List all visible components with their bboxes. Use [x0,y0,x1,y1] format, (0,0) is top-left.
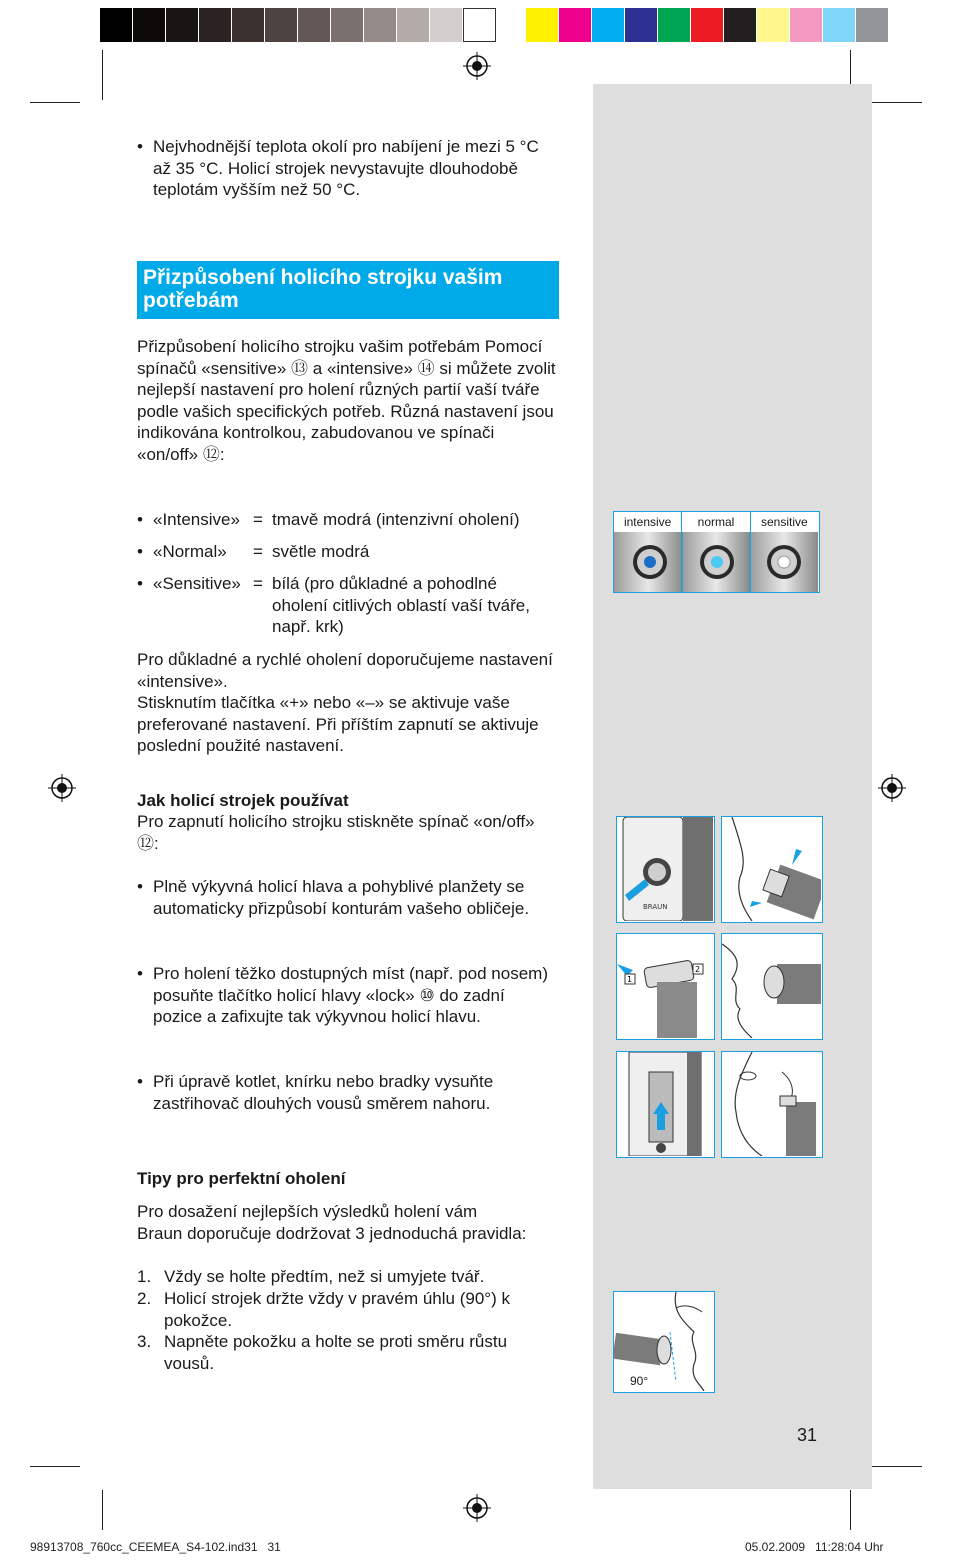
registration-mark-icon [463,52,491,80]
setting-equals: = [253,510,263,529]
recommend-paragraph: Pro důkladné a rychlé oholení doporučujeme nastavení «intensive». [137,650,553,691]
label-sensitive: sensitive [760,515,808,529]
color-swatch [724,8,757,42]
color-swatch [625,8,658,42]
setting-term: «Normal» [153,542,227,561]
tips-number: 2. [137,1289,152,1308]
illustration-sideburns [721,1051,823,1158]
color-swatch [823,8,856,42]
intro-bullet-text: Nejvhodnější teplota okolí pro nabíjení je mezi 5 °C až 35 °C. Holicí strojek nevystavujte dlouhodobě teplotám vyšším než 50 °C. [153,137,539,199]
howto-bullet-text: Plně výkyvná holicí hlava a pohyblivé planžety se automaticky přizpůsobí konturám vašeho obličeje. [153,877,530,918]
howto-bullet-text: Pro holení těžko dostupných míst (např. pod nosem) posuňte tlačítko holicí hlavy «lock» ⑩ do zadní pozice a zafixujte tak výkyvnou holicí hlavu. [153,964,548,1026]
setting-desc: světle modrá [272,542,370,561]
color-swatch [526,8,559,42]
illustration-shave-chin [721,816,823,923]
color-calibration-bar [100,8,889,42]
color-swatch [298,8,331,42]
bullet-icon: • [137,1072,143,1091]
adjust-paragraph: Přizpůsobení holicího strojku vašim potřebám Pomocí spínačů «sensitive» ⑬ a «intensive» ⑭ si můžete zvolit nejlepší nastavení pro holení různých partií vaší tváře podle vašich specifických potřeb. Různá nastavení jsou indikována kontrolkou, zabudovanou ve spínači «on/off» ⑫: [137,337,556,464]
color-swatch [658,8,691,42]
color-swatch [364,8,397,42]
setting-indicator-illustration [613,511,820,593]
registration-mark-icon [878,774,906,802]
label-normal: normal [682,512,750,532]
crop-mark [30,102,80,103]
tips-text: Vždy se holte předtím, než si umyjete tvář. [164,1267,485,1286]
color-swatch [463,8,496,42]
crop-mark [30,1466,80,1467]
section-heading: Přizpůsobení holicího strojku vašim potřebám [137,261,559,319]
footer-file-info: 98913708_760cc_CEEMEA_S4-102.ind31 31 [30,1540,281,1554]
shaver-lock-icon [617,934,713,1038]
setting-term: «Sensitive» [153,574,241,593]
tips-heading: Tipy pro perfektní oholení [137,1169,346,1188]
color-swatch [166,8,199,42]
bullet-icon: • [137,542,143,561]
color-swatch [331,8,364,42]
color-swatch [691,8,724,42]
shaver-buttons-icon [614,532,818,592]
color-swatch [592,8,625,42]
illustration-shave-under-nose [721,933,823,1040]
bullet-icon: • [137,964,143,983]
tips-number: 1. [137,1267,152,1286]
setting-term: «Intensive» [153,510,240,529]
color-swatch [397,8,430,42]
crop-mark [872,102,922,103]
bullet-icon: • [137,510,143,529]
crop-mark [102,1490,103,1530]
trimmer-icon [617,1052,713,1156]
bullet-icon: • [137,574,143,593]
registration-mark-icon [463,1494,491,1522]
color-swatch [232,8,265,42]
illustration-lock-head [616,933,715,1040]
color-swatch [199,8,232,42]
color-swatch [559,8,592,42]
crop-mark [850,1490,851,1530]
tips-text: Holicí strojek držte vždy v pravém úhlu (90°) k pokožce. [164,1289,510,1330]
tips-paragraph: Pro dosažení nejlepších výsledků holení vám Braun doporučuje dodržovat 3 jednoduchá pravidla: [137,1202,527,1243]
face-shaving-icon [722,817,821,921]
setting-desc: tmavě modrá (intenzivní oholení) [272,510,520,529]
svg-text:BRAUN: BRAUN [643,903,668,911]
crop-mark [102,50,103,100]
activate-paragraph: Stisknutím tlačítka «+» nebo «–» se aktivuje vaše preferované nastavení. Při příštím zapnutí se aktivuje poslední použité nastavení. [137,693,539,755]
page-number: 31 [797,1425,818,1445]
angle-label: 90° [630,1374,649,1388]
illustration-trimmer [616,1051,715,1158]
nose-shaving-icon [722,934,821,1038]
shaver-on-switch-icon [617,817,713,921]
color-swatch [265,8,298,42]
bullet-icon: • [137,877,143,896]
footer-timestamp: 05.02.2009 11:28:04 Uhr [745,1540,884,1554]
color-swatch [757,8,790,42]
color-swatch [430,8,463,42]
tips-number: 3. [137,1332,152,1351]
registration-mark-icon [48,774,76,802]
bullet-icon: • [137,137,143,156]
setting-equals: = [253,542,263,561]
illustration-90-degree [613,1291,715,1393]
step-1-label: 1 [627,975,633,984]
sideburn-trim-icon [722,1052,821,1156]
setting-desc: bílá (pro důkladné a pohodlné oholení citlivých oblastí vaší tváře, např. krk) [272,574,530,636]
label-intensive: intensive [614,512,682,532]
right-angle-shaving-icon [614,1292,713,1391]
howto-paragraph: Pro zapnutí holicího strojku stiskněte spínač «on/off» ⑫: [137,812,535,853]
howto-heading: Jak holicí strojek používat [137,791,349,810]
color-swatch [856,8,889,42]
tips-text: Napněte pokožku a holte se proti směru růstu vousů. [164,1332,508,1373]
color-swatch [100,8,133,42]
color-swatch [790,8,823,42]
howto-bullet-text: Při úpravě kotlet, knírku nebo bradky vysuňte zastřihovač dlouhých vousů směrem nahoru. [153,1072,494,1113]
illustration-switch-on [616,816,715,923]
step-2-label: 2 [695,965,701,974]
color-swatch [133,8,166,42]
illustration-sidebar [593,84,872,1489]
crop-mark [872,1466,922,1467]
setting-equals: = [253,574,263,593]
